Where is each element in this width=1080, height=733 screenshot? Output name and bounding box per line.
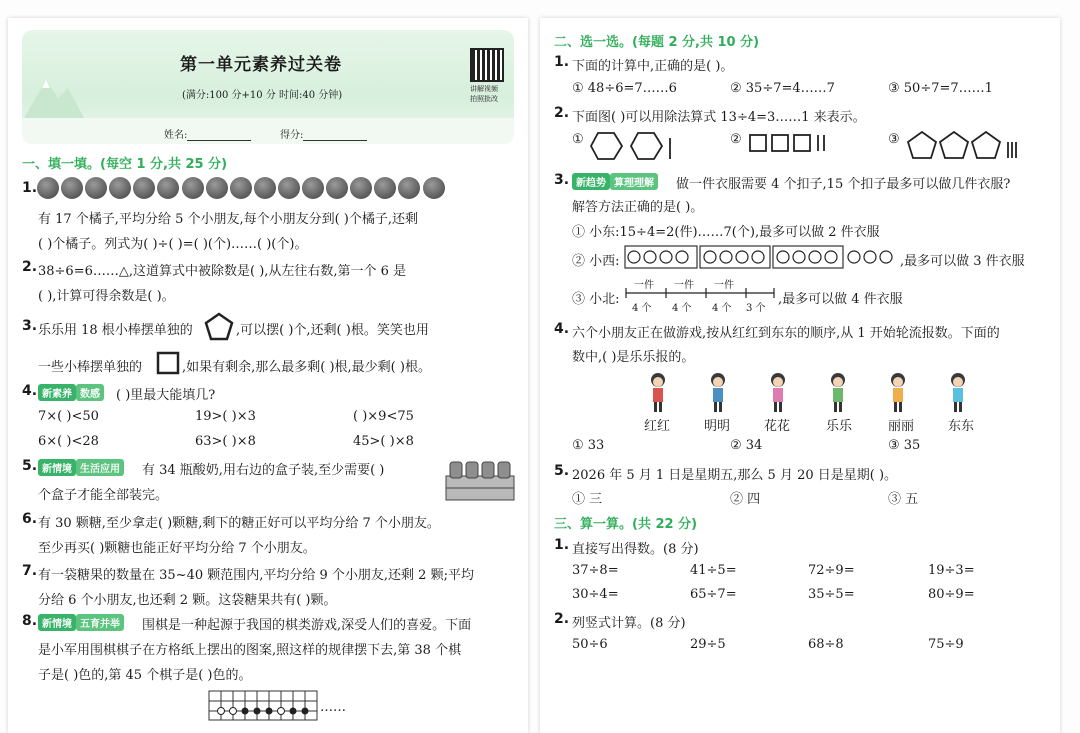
orange-icon xyxy=(230,177,252,199)
vertical-calc-item: 50÷6 xyxy=(572,637,608,652)
score-time-info: (满分:100 分+10 分 时间:40 分钟) xyxy=(182,90,343,101)
orange-icon xyxy=(326,177,348,199)
qr-code-icon[interactable] xyxy=(470,48,504,82)
tag-five-education: 五育并举 xyxy=(76,614,124,631)
segment-bottom-label: 4 个 xyxy=(672,303,692,314)
s2-q1-option[interactable]: ③ 50÷7=7……1 xyxy=(888,81,993,96)
s2-q2-option[interactable]: ② xyxy=(730,132,742,147)
q4-cell: 7×( )<50 xyxy=(38,409,99,424)
hexagons-figure xyxy=(590,130,676,162)
children-figure xyxy=(642,372,982,414)
orange-icon xyxy=(133,177,155,199)
section-2-title: 二、选一选。(每题 2 分,共 10 分) xyxy=(554,35,760,50)
orange-icon xyxy=(398,177,420,199)
s2-q2-text: 下面图( )可以用除法算式 13÷4=3……1 来表示。 xyxy=(572,110,866,125)
s2-q1-option[interactable]: ① 48÷6=7……6 xyxy=(572,81,677,96)
calc-item: 72÷9= xyxy=(808,563,855,578)
s2-q3-option-2-label[interactable]: ② 小西: xyxy=(572,254,620,269)
s2-q5-text: 2026 年 5 月 1 日是星期五,那么 5 月 20 日是星期( )。 xyxy=(572,468,898,483)
s2-q3-tags xyxy=(572,173,658,190)
calc-item: 65÷7= xyxy=(690,587,737,602)
q4-text: ( )里最大能填几? xyxy=(116,388,216,403)
s2-q5-option[interactable]: ② 四 xyxy=(730,492,761,507)
s3-q1-number: 1. xyxy=(554,537,570,553)
orange-icon xyxy=(350,177,372,199)
q8-line-2: 是小军用围棋棋子在方格纸上摆出的图案,照这样的规律摆下去,第 38 个棋 xyxy=(38,643,462,658)
orange-icon xyxy=(423,177,445,199)
tag-reasoning: 算理理解 xyxy=(610,173,658,190)
calc-item: 80÷9= xyxy=(928,587,975,602)
yogurt-box-icon xyxy=(444,458,516,502)
tag-new-literacy: 新素养 xyxy=(38,384,76,401)
s2-q4-line-1: 六个小朋友正在做游戏,按从红红到东东的顺序,从 1 开始轮流报数。下面的 xyxy=(572,326,1000,341)
q3-number: 3. xyxy=(22,318,38,334)
q5-number: 5. xyxy=(22,458,38,474)
name-field[interactable] xyxy=(164,126,251,141)
vertical-calc-item: 68÷8 xyxy=(808,637,844,652)
tag-life-application: 生活应用 xyxy=(76,459,124,476)
s2-q3-option-2-text: ,最多可以做 3 件衣服 xyxy=(900,254,1025,269)
q1-number: 1. xyxy=(22,180,38,196)
q7-line-2: 分给 6 个小朋友,也还剩 2 颗。这袋糖果共有( )颗。 xyxy=(38,593,337,608)
q8-line-3: 子是( )色的,第 45 个棋子是( )色的。 xyxy=(38,668,252,683)
s2-q4-number: 4. xyxy=(554,321,570,337)
q4-cell: ( )×9<75 xyxy=(353,409,414,424)
section-1-title: 一、填一填。(每空 1 分,共 25 分) xyxy=(22,157,228,172)
mountain-icon xyxy=(24,70,84,118)
q4-cell: 6×( )<28 xyxy=(38,434,99,449)
segment-bottom-label: 4 个 xyxy=(632,303,652,314)
s2-q4-option[interactable]: ② 34 xyxy=(730,438,763,453)
s3-q2-number: 2. xyxy=(554,611,570,627)
s2-q4-option[interactable]: ③ 35 xyxy=(888,438,921,453)
s2-q2-option[interactable]: ③ xyxy=(888,132,900,147)
q3-line-1a: 乐乐用 18 根小棒摆单独的 xyxy=(38,323,193,338)
s2-q3-option-1[interactable]: ① 小东:15÷4=2(件)……7(个),最多可以做 2 件衣服 xyxy=(572,225,880,240)
oranges-row xyxy=(37,177,447,203)
s2-q3-option-3-label[interactable]: ③ 小北: xyxy=(572,292,620,307)
segment-top-label: 一件 xyxy=(674,280,694,291)
section-3-title: 三、算一算。(共 22 分) xyxy=(554,517,698,532)
calc-item: 37÷8= xyxy=(572,563,619,578)
q5-tags xyxy=(38,459,124,476)
segment-bottom-label: 3 个 xyxy=(746,303,766,314)
q6-line-1: 有 30 颗糖,至少拿走( )颗糖,剩下的糖正好可以平均分给 7 个小朋友。 xyxy=(38,516,440,531)
s2-q2-option[interactable]: ① xyxy=(572,132,584,147)
segment-top-label: 一件 xyxy=(714,280,734,291)
s2-q2-number: 2. xyxy=(554,105,570,121)
qr-caption-2: 拍照批改 xyxy=(470,95,498,103)
child-name: 东东 xyxy=(948,419,975,434)
q4-cell: 63>( )×8 xyxy=(195,434,256,449)
q2-number: 2. xyxy=(22,259,38,275)
q3-line-1b: ,可以摆( )个,还剩( )根。笑笑也用 xyxy=(236,323,429,338)
q4-cell: 19>( )×3 xyxy=(195,409,256,424)
child-name: 乐乐 xyxy=(826,419,853,434)
q8-tags xyxy=(38,614,124,631)
square-icon xyxy=(156,351,180,375)
squares-figure xyxy=(748,132,828,156)
s2-q4-option[interactable]: ① 33 xyxy=(572,438,605,453)
s2-q5-number: 5. xyxy=(554,463,570,479)
s2-q3-option-3-text: ,最多可以做 4 件衣服 xyxy=(778,292,903,307)
orange-icon xyxy=(374,177,396,199)
q4-cell: 45>( )×8 xyxy=(353,434,414,449)
s2-q5-option[interactable]: ③ 五 xyxy=(888,492,919,507)
s2-q1-option[interactable]: ② 35÷7=4……7 xyxy=(730,81,835,96)
child-name: 红红 xyxy=(644,419,671,434)
s2-q1-number: 1. xyxy=(554,54,570,70)
vertical-calc-item: 75÷9 xyxy=(928,637,964,652)
pentagon-icon xyxy=(204,312,234,342)
score-field[interactable] xyxy=(280,126,367,141)
name-label: 姓名: xyxy=(164,130,188,141)
orange-icon xyxy=(254,177,276,199)
pentagons-figure xyxy=(906,130,1022,160)
tag-new-context: 新情境 xyxy=(38,614,76,631)
q3-line-2b: ,如果有剩余,那么最多剩( )根,最少剩( )根。 xyxy=(182,360,431,375)
orange-icon xyxy=(61,177,83,199)
s2-q3-number: 3. xyxy=(554,172,570,188)
s2-q4-line-2: 数中,( )是乐乐报的。 xyxy=(572,350,695,365)
segment-top-label: 一件 xyxy=(634,280,654,291)
page-title: 第一单元素养过关卷 xyxy=(180,55,342,75)
calc-item: 35÷5= xyxy=(808,587,855,602)
tag-new-context: 新情境 xyxy=(38,459,76,476)
button-groups-figure xyxy=(624,244,900,270)
q7-number: 7. xyxy=(22,563,38,579)
orange-icon xyxy=(206,177,228,199)
s3-q2-text: 列竖式计算。(8 分) xyxy=(572,616,686,631)
orange-icon xyxy=(157,177,179,199)
segment-bottom-label: 4 个 xyxy=(712,303,732,314)
q2-line-1: 38÷6=6……△,这道算式中被除数是( ),从左往右数,第一个 6 是 xyxy=(38,264,407,279)
q5-line-1: 有 34 瓶酸奶,用右边的盒子装,至少需要( ) xyxy=(142,463,385,478)
orange-icon xyxy=(109,177,131,199)
go-pattern-grid xyxy=(208,690,320,722)
orange-icon xyxy=(278,177,300,199)
q6-line-2: 至少再买( )颗糖也能正好平均分给 7 个小朋友。 xyxy=(38,541,316,556)
q6-number: 6. xyxy=(22,511,38,527)
orange-icon xyxy=(37,177,59,199)
tag-number-sense: 数感 xyxy=(76,384,104,401)
q2-line-2: ( ),计算可得余数是( )。 xyxy=(38,289,175,304)
s2-q5-option[interactable]: ① 三 xyxy=(572,492,603,507)
q1-line-2: ( )个橘子。列式为( )÷( )=( )(个)……( )(个)。 xyxy=(38,237,308,252)
s2-q3-line-1: 做一件衣服需要 4 个扣子,15 个扣子最多可以做几件衣服? xyxy=(676,177,1011,192)
header-name-strip xyxy=(22,118,514,144)
s3-q1-text: 直接写出得数。(8 分) xyxy=(572,542,699,557)
orange-icon xyxy=(182,177,204,199)
child-name: 丽丽 xyxy=(888,419,915,434)
q8-dots: …… xyxy=(320,700,346,715)
s2-q3-line-2: 解答方法正确的是( )。 xyxy=(572,200,704,215)
child-name: 明明 xyxy=(704,419,731,434)
vertical-calc-item: 29÷5 xyxy=(690,637,726,652)
tag-new-trend: 新趋势 xyxy=(572,173,610,190)
calc-item: 19÷3= xyxy=(928,563,975,578)
q8-line-1: 围棋是一种起源于我国的棋类游戏,深受人们的喜爱。下面 xyxy=(142,618,472,633)
calc-item: 41÷5= xyxy=(690,563,737,578)
score-label: 得分: xyxy=(280,130,304,141)
q7-line-1: 有一袋糖果的数量在 35~40 颗范围内,平均分给 9 个小朋友,还剩 2 颗;平均 xyxy=(38,568,474,583)
q1-line-1: 有 17 个橘子,平均分给 5 个小朋友,每个小朋友分到( )个橘子,还剩 xyxy=(38,212,419,227)
q4-number: 4. xyxy=(22,383,38,399)
s2-q1-text: 下面的计算中,正确的是( )。 xyxy=(572,59,734,74)
q4-tags xyxy=(38,384,104,401)
orange-icon xyxy=(85,177,107,199)
q3-line-2a: 一些小棒摆单独的 xyxy=(38,360,143,375)
q5-line-2: 个盒子才能全部装完。 xyxy=(38,488,169,503)
qr-caption-1: 讲解视频 xyxy=(470,85,498,93)
orange-icon xyxy=(302,177,324,199)
calc-item: 30÷4= xyxy=(572,587,619,602)
q8-number: 8. xyxy=(22,613,38,629)
child-name: 花花 xyxy=(764,419,791,434)
